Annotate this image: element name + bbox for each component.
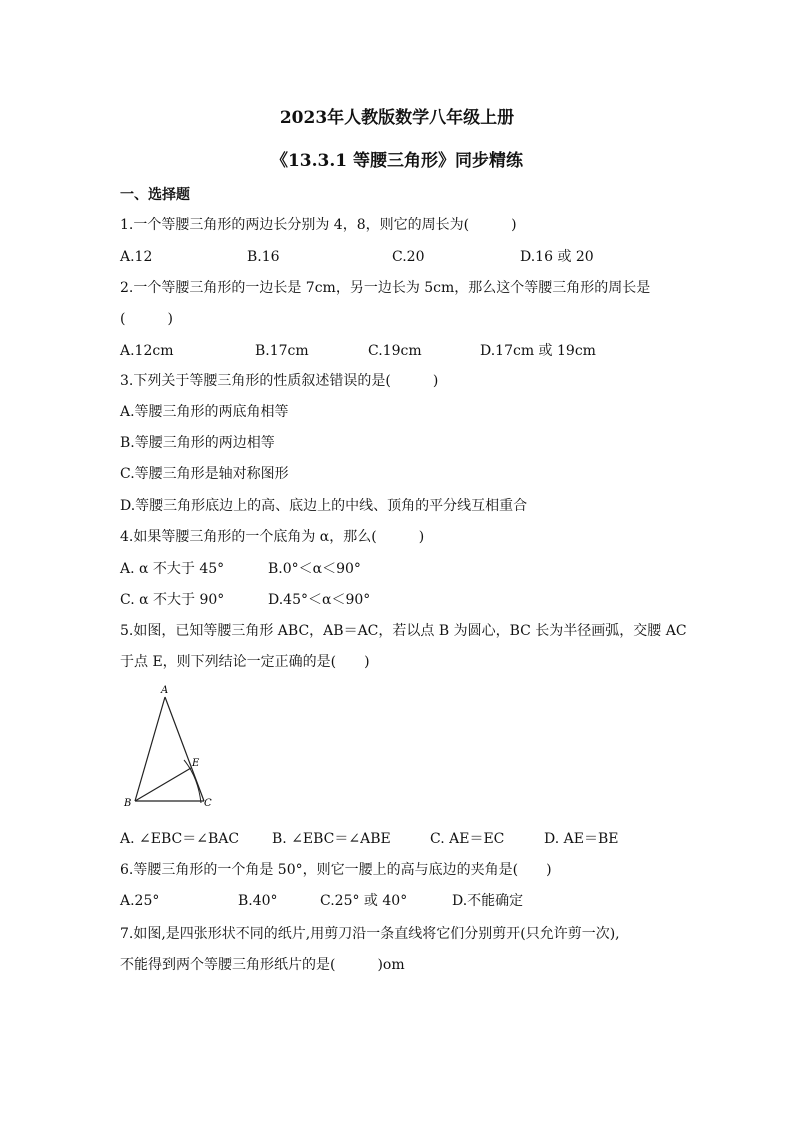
- question-4-stem: 4.如果等腰三角形的一个底角为 α，那么( ): [120, 529, 425, 545]
- question-6-option-a: A.25°: [120, 893, 160, 909]
- question-3-option-d: D.等腰三角形底边上的高、底边上的中线、顶角的平分线互相重合: [120, 498, 528, 514]
- label-b: B: [124, 798, 132, 809]
- question-6-option-c: C.25° 或 40°: [320, 893, 408, 909]
- question-3-option-b: B.等腰三角形的两边相等: [120, 435, 275, 451]
- question-1-option-c: C.20: [392, 249, 425, 265]
- question-7-stem: 7.如图,是四张形状不同的纸片,用剪刀沿一条直线将它们分别剪开(只允许剪一次),: [120, 926, 620, 942]
- question-2-stem: 2.一个等腰三角形的一边长是 7cm，另一边长为 5cm，那么这个等腰三角形的周长是: [120, 280, 651, 296]
- question-3-option-c: C.等腰三角形是轴对称图形: [120, 466, 289, 482]
- question-2-stem-continued: ( ): [120, 311, 173, 327]
- segment-ac: [165, 697, 204, 801]
- question-1-option-b: B.16: [247, 249, 280, 265]
- question-5-option-b: B. ∠EBC＝∠ABE: [272, 831, 391, 847]
- isosceles-triangle-figure: [118, 682, 228, 812]
- section-heading: 一、选择题: [120, 187, 190, 203]
- question-5-option-d: D. AE＝BE: [544, 831, 619, 847]
- document-subtitle: 《13.3.1 等腰三角形》同步精练: [270, 151, 524, 171]
- label-c: C: [204, 798, 212, 809]
- question-5-option-c: C. AE＝EC: [430, 831, 505, 847]
- question-2-option-b: B.17cm: [255, 343, 309, 359]
- question-4-option-a: A. α 不大于 45°: [120, 561, 225, 577]
- question-7-stem-continued: 不能得到两个等腰三角形纸片的是( )om: [120, 957, 405, 973]
- question-4-option-c: C. α 不大于 90°: [120, 592, 225, 608]
- question-5-stem-continued: 于点 E，则下列结论一定正确的是( ): [120, 654, 370, 670]
- question-6-option-d: D.不能确定: [452, 893, 524, 909]
- question-4-option-d: D.45°＜α＜90°: [268, 592, 371, 608]
- question-1-option-a: A.12: [120, 249, 153, 265]
- question-5-stem: 5.如图，已知等腰三角形 ABC，AB＝AC，若以点 B 为圆心，BC 长为半径画弧，交腰 AC: [120, 623, 687, 639]
- question-5-option-a: A. ∠EBC＝∠BAC: [120, 831, 240, 847]
- question-1-stem: 1.一个等腰三角形的两边长分别为 4，8，则它的周长为( ): [120, 217, 517, 233]
- question-3-stem: 3.下列关于等腰三角形的性质叙述错误的是( ): [120, 373, 439, 389]
- label-a: A: [161, 685, 169, 696]
- question-2-option-d: D.17cm 或 19cm: [480, 343, 596, 359]
- document-title: 2023年人教版数学八年级上册: [279, 108, 515, 128]
- question-6-option-b: B.40°: [238, 893, 278, 909]
- question-1-option-d: D.16 或 20: [520, 249, 594, 265]
- question-2-option-c: C.19cm: [368, 343, 422, 359]
- question-2-option-a: A.12cm: [120, 343, 174, 359]
- question-6-stem: 6.等腰三角形的一个角是 50°，则它一腰上的高与底边的夹角是( ): [120, 862, 552, 878]
- question-4-option-b: B.0°＜α＜90°: [268, 561, 361, 577]
- question-3-option-a: A.等腰三角形的两底角相等: [120, 404, 289, 420]
- label-e: E: [192, 758, 200, 769]
